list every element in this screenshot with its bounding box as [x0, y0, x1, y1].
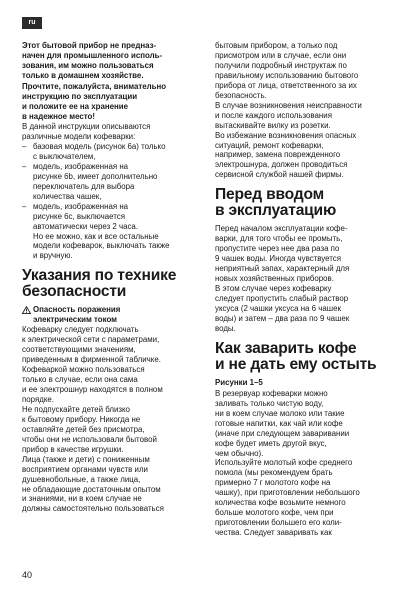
- models-list: [22, 142, 202, 261]
- safety-heading: Указания по технике безопасности: [22, 267, 177, 301]
- paragraph: Перед началом эксплуатации кофе- варки, для того чтобы ее промыть, пропустите через нее два раза по 9 чашек воды. Иногда чувствуется неприятный запах, характерный для новых хозяйственных приборов.: [215, 224, 350, 284]
- paragraph: В этом случае через кофеварку следует пропустить слабый раствор уксуса (2 чашки уксуса на 6 чашек воды) и затем – два раза по 9 чашек воды.: [215, 284, 350, 333]
- paragraph: Лица (также и дети) с пониженным восприятием органами чувств или душевнобольные, а также лица, не обладающие достаточным опытом и знаниями, ни в коем случае не должны самостоятельно пользоваться: [22, 454, 164, 514]
- paragraph: бытовым прибором, а только под присмотром или в случае, если они получили подробный инструктаж по правильному использованию бытового прибора от лица, ответственного за их безопасность.: [215, 41, 359, 100]
- intro-notice: Этот бытовой прибор не предназ- начен для промышленного исполь- зования, им можно пользоваться только в домашнем хозяйстве.: [22, 41, 163, 80]
- list-item: – модель, изображенная на рисунке 6c, выключается автоматически через 2 часа. Но ее можно, как и все остальные модели кофеварок, выключать также и вручную.: [22, 202, 202, 262]
- read-instructions-notice: Прочтите, пожалуйста, внимательно инструкцию по эксплуатации и положите ее на хранение в надежное место!: [22, 82, 167, 122]
- paragraph: Кофеваркой можно пользоваться только в случае, если она сама и ее электрошнур находятся в полном порядке.: [22, 365, 163, 404]
- paragraph: Не подпускайте детей близко к бытовому прибору. Никогда не оставляйте детей без присмотра, чтобы они не использовали бытовой прибор в качестве игрушки.: [22, 404, 157, 454]
- page-number: 40: [22, 570, 33, 580]
- right-column: [215, 41, 395, 538]
- first-use-heading: Перед вводом в эксплуатацию: [215, 186, 337, 220]
- models-intro: В данной инструкции описываются различные модели кофеварки:: [22, 122, 151, 141]
- brew-heading: Как заварить кофе и не дать ему остыть: [215, 339, 377, 373]
- list-item: – базовая модель (рисунок 6a) только с выключателем,: [22, 142, 202, 162]
- warning-triangle-icon: [22, 306, 31, 314]
- list-item: – модель, изображенная на рисунке 6b, имеет дополнительно переключатель для выбора количества чашек,: [22, 162, 202, 202]
- paragraph: Кофеварку следует подключать к электрической сети с параметрами, соответствующими значениям, приведенным в фирменной табличке.: [22, 325, 161, 365]
- left-column: [22, 41, 202, 514]
- paragraph: Во избежание возникновения опасных ситуаций, ремонт кофеварки, например, замена поврежденного электрошнура, должен проводиться сервисной службой нашей фирмы.: [215, 130, 357, 180]
- figures-reference: Рисунки 1–5: [215, 377, 263, 387]
- paragraph: В резервуар кофеварки можно заливать только чистую воду, ни в коем случае молоко или такие готовые напитки, как чай или кофе (иначе при следующем заваривании кофе будет иметь другой вкус, чем обычно).: [215, 388, 350, 458]
- paragraph: В случае возникновения неисправности и после каждого использования вытаскивайте вилку из розетки.: [215, 100, 362, 130]
- paragraph: Используйте молотый кофе среднего помола (мы рекомендуем брать примерно 7 г молотого кофе на чашку), при приготовлении небольшого количества кофе возьмите немного больше молотого кофе, чем при приготовлении большего его коли- чества. Следует заваривать как: [215, 458, 360, 538]
- electric-shock-warning: [22, 305, 202, 325]
- language-tag: ru: [22, 17, 42, 29]
- warning-title-text: Опасность поражения электрическим током: [33, 305, 121, 325]
